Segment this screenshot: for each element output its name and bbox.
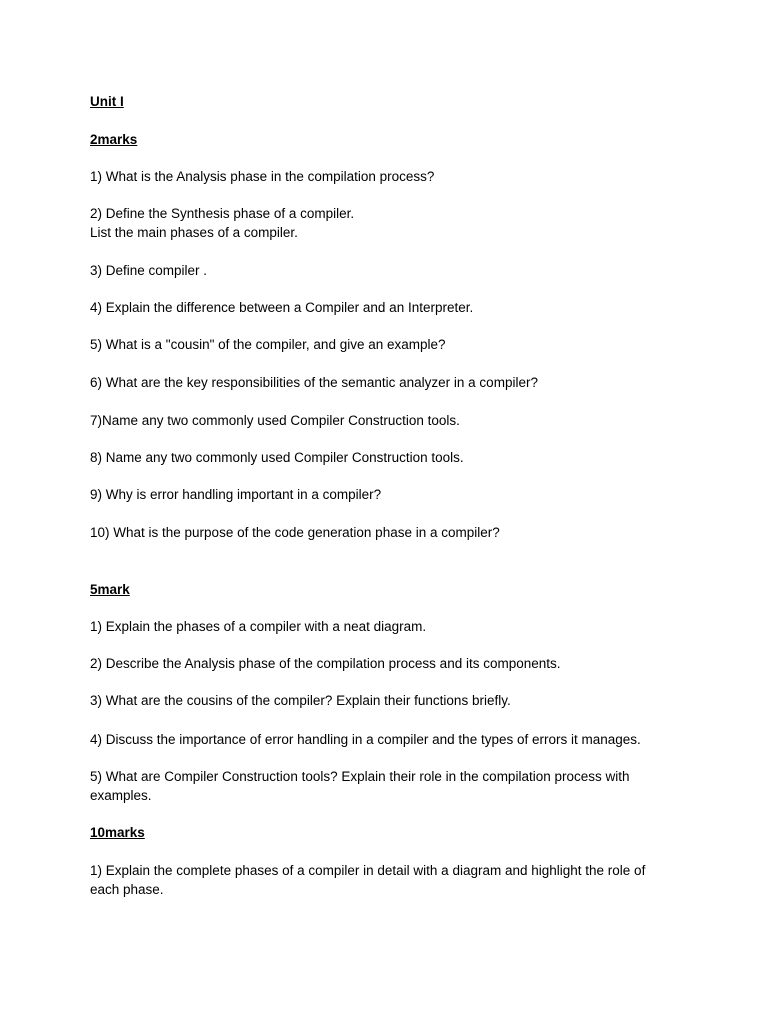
question-2marks-1: 1) What is the Analysis phase in the compilation process?: [90, 169, 435, 184]
question-5mark-3: 3) What are the cousins of the compiler? Explain their functions briefly.: [90, 693, 511, 708]
section-heading-10marks: 10marks: [90, 825, 145, 840]
question-5mark-5: 5) What are Compiler Construction tools? Explain their role in the compilation process with examples.: [90, 769, 630, 803]
question-5mark-2: 2) Describe the Analysis phase of the compilation process and its components.: [90, 656, 561, 671]
question-2marks-10: 10) What is the purpose of the code generation phase in a compiler?: [90, 525, 500, 540]
question-2marks-7: 7)Name any two commonly used Compiler Construction tools.: [90, 413, 460, 428]
unit-title: Unit I: [90, 94, 124, 109]
question-2marks-8: 8) Name any two commonly used Compiler Construction tools.: [90, 450, 464, 465]
question-2marks-2-continuation: List the main phases of a compiler.: [90, 225, 298, 240]
question-2marks-9: 9) Why is error handling important in a compiler?: [90, 487, 382, 502]
question-2marks-5: 5) What is a "cousin" of the compiler, and give an example?: [90, 337, 446, 352]
question-10marks-1: 1) Explain the complete phases of a compiler in detail with a diagram and highlight the role of each phase.: [90, 863, 646, 897]
question-2marks-3: 3) Define compiler .: [90, 263, 208, 278]
question-2marks-4: 4) Explain the difference between a Compiler and an Interpreter.: [90, 300, 474, 315]
section-heading-2marks: 2marks: [90, 132, 138, 147]
question-5mark-1: 1) Explain the phases of a compiler with a neat diagram.: [90, 619, 427, 634]
question-2marks-6: 6) What are the key responsibilities of the semantic analyzer in a compiler?: [90, 375, 538, 390]
section-heading-5mark: 5mark: [90, 582, 130, 597]
question-5mark-4: 4) Discuss the importance of error handling in a compiler and the types of errors it manages.: [90, 732, 641, 747]
question-2marks-2: 2) Define the Synthesis phase of a compiler.: [90, 206, 355, 221]
